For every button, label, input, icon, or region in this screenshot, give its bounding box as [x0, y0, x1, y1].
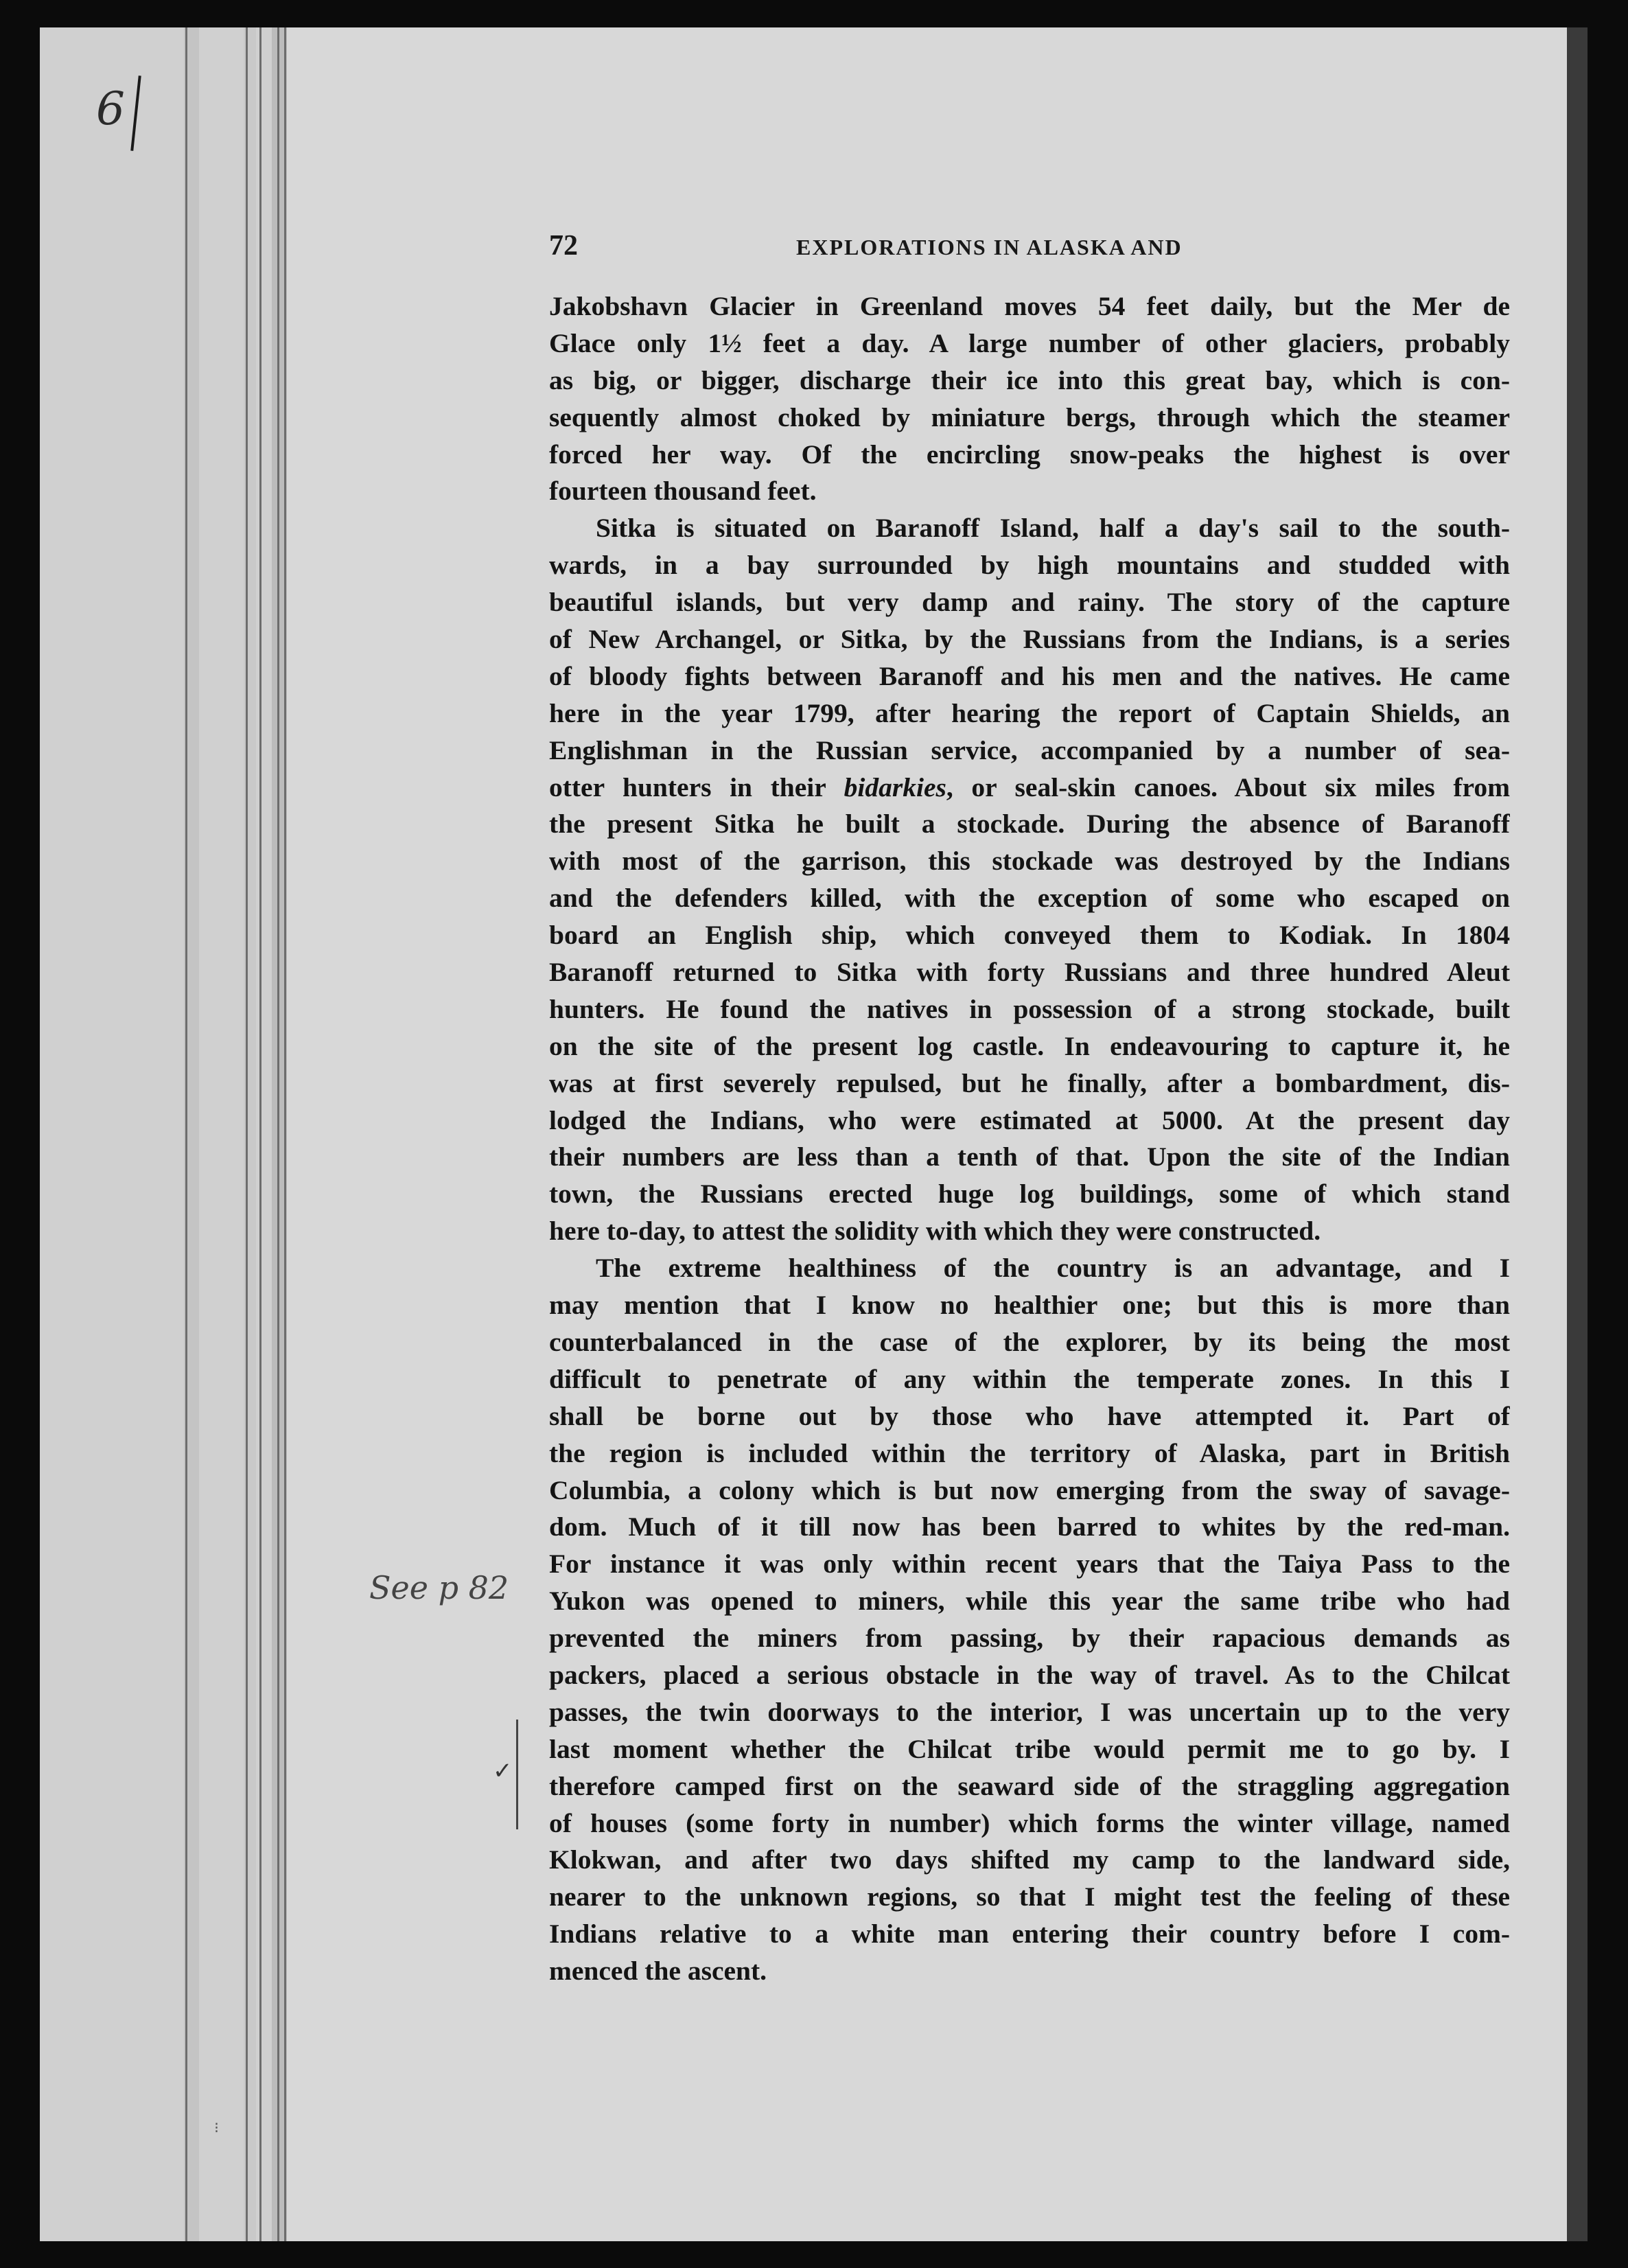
- page-edge-line: [185, 27, 187, 2241]
- scan-border-bottom: [0, 2241, 1628, 2268]
- paragraph: [549, 288, 1510, 510]
- text-line: Columbia, a colony which is but now emerging from the sway of savage-: [549, 1474, 1510, 1505]
- text-line: lodged the Indians, who were estimated at 5000. At the present day: [549, 1104, 1510, 1135]
- italic-term: bidarkies: [844, 772, 946, 802]
- text-line: menced the ascent.: [549, 1956, 767, 1987]
- page-edge-line: [246, 27, 248, 2241]
- text-line: The extreme healthiness of the country is an advantage, and I: [596, 1253, 1510, 1284]
- text-line: packers, placed a serious obstacle in the way of travel. As to the Chilcat: [549, 1659, 1510, 1690]
- text-line: the present Sitka he built a stockade. During the absence of Baranoff: [549, 809, 1510, 840]
- text-line: Indians relative to a white man entering their country before I com-: [549, 1919, 1510, 1949]
- text-line: nearer to the unknown regions, so that I might test the feeling of these: [549, 1882, 1510, 1912]
- text-line: here to-day, to attest the solidity with which they were constructed.: [549, 1216, 1321, 1247]
- text-line: here in the year 1799, after hearing the report of Captain Shields, an: [549, 697, 1510, 728]
- text-line: Klokwan, and after two days shifted my camp to the landward side,: [549, 1844, 1510, 1875]
- text-line: For instance it was only within recent years that the Taiya Pass to the: [549, 1549, 1510, 1579]
- page-edge-line: [277, 27, 279, 2241]
- text-line: last moment whether the Chilcat tribe would permit me to go by. I: [549, 1733, 1510, 1764]
- text-line: prevented the miners from passing, by their rapacious demands as: [549, 1623, 1510, 1654]
- page-header: [549, 229, 1222, 264]
- text-line: Baranoff returned to Sitka with forty Russians and three hundred Aleut: [549, 957, 1510, 988]
- text-line: the region is included within the territory of Alaska, part in British: [549, 1437, 1510, 1468]
- text-line: hunters. He found the natives in possession of a strong stockade, built: [549, 993, 1510, 1024]
- text-line: Jakobshavn Glacier in Greenland moves 54 feet daily, but the Mer de: [549, 291, 1510, 321]
- handwritten-margin-note: See p 82: [369, 1569, 509, 1606]
- text-line: therefore camped first on the seaward side of the straggling aggregation: [549, 1770, 1510, 1801]
- page-shadow: [1567, 27, 1588, 2241]
- text-line: difficult to penetrate of any within the temperate zones. In this I: [549, 1363, 1510, 1394]
- paragraph: [549, 510, 1510, 1250]
- text-line: Glace only 1½ feet a day. A large number of other glaciers, probably: [549, 327, 1510, 358]
- text-line: sequently almost choked by miniature bergs, through which the steamer: [549, 402, 1510, 432]
- text-line: was at first severely repulsed, but he finally, after a bombardment, dis-: [549, 1067, 1510, 1098]
- handwritten-number: 6: [96, 82, 125, 135]
- text-line: Englishman in the Russian service, accompanied by a number of sea-: [549, 734, 1510, 765]
- page-number: 72: [549, 230, 578, 262]
- text-line: of bloody fights between Baranoff and his men and the natives. He came: [549, 660, 1510, 691]
- margin-tick-mark: ✓: [493, 1757, 513, 1785]
- corner-mark: ⁝: [214, 2120, 219, 2137]
- text-line: of New Archangel, or Sitka, by the Russians from the Indians, is a series: [549, 624, 1510, 655]
- page-edge-line: [284, 27, 286, 2241]
- text-line: Sitka is situated on Baranoff Island, half a day's sail to the south-: [596, 513, 1510, 544]
- text-line: board an English ship, which conveyed them to Kodiak. In 1804: [549, 920, 1510, 951]
- text-line: beautiful islands, but very damp and rainy. The story of the capture: [549, 587, 1510, 618]
- text-line: counterbalanced in the case of the explorer, by its being the most: [549, 1326, 1510, 1357]
- text-line: of houses (some forty in number) which forms the winter village, named: [549, 1807, 1510, 1838]
- text-line: Yukon was opened to miners, while this year the same tribe who had: [549, 1586, 1510, 1617]
- text-line: otter hunters in their bidarkies, or seal-skin canoes. About six miles from: [549, 772, 1510, 802]
- text-line: and the defenders killed, with the exception of some who escaped on: [549, 883, 1510, 914]
- text-line: their numbers are less than a tenth of that. Upon the site of the Indian: [549, 1142, 1510, 1172]
- text-line: town, the Russians erected huge log buildings, some of which stand: [549, 1179, 1510, 1210]
- page-edge-line: [259, 27, 261, 2241]
- text-line: with most of the garrison, this stockade was destroyed by the Indians: [549, 846, 1510, 877]
- text-line: as big, or bigger, discharge their ice into this great bay, which is con-: [549, 364, 1510, 395]
- text-line: wards, in a bay surrounded by high mountains and studded with: [549, 550, 1510, 581]
- text-line: dom. Much of it till now has been barred to whites by the red-man.: [549, 1512, 1510, 1542]
- margin-line: [516, 1720, 518, 1829]
- text-line: passes, the twin doorways to the interior, I was uncertain up to the very: [549, 1696, 1510, 1727]
- scan-border-right: [1588, 27, 1615, 2241]
- text-line: fourteen thousand feet.: [549, 476, 817, 507]
- running-head: EXPLORATIONS IN ALASKA AND: [796, 235, 1183, 259]
- scan-border-top: [40, 0, 1618, 27]
- text-line: forced her way. Of the encircling snow-peaks the highest is over: [549, 439, 1510, 470]
- text-line: may mention that I know no healthier one; but this is more than: [549, 1290, 1510, 1321]
- body-text: [549, 288, 1510, 1990]
- text-line: shall be borne out by those who have attempted it. Part of: [549, 1400, 1510, 1431]
- paragraph: [549, 1250, 1510, 1990]
- text-line: on the site of the present log castle. In endeavouring to capture it, he: [549, 1030, 1510, 1061]
